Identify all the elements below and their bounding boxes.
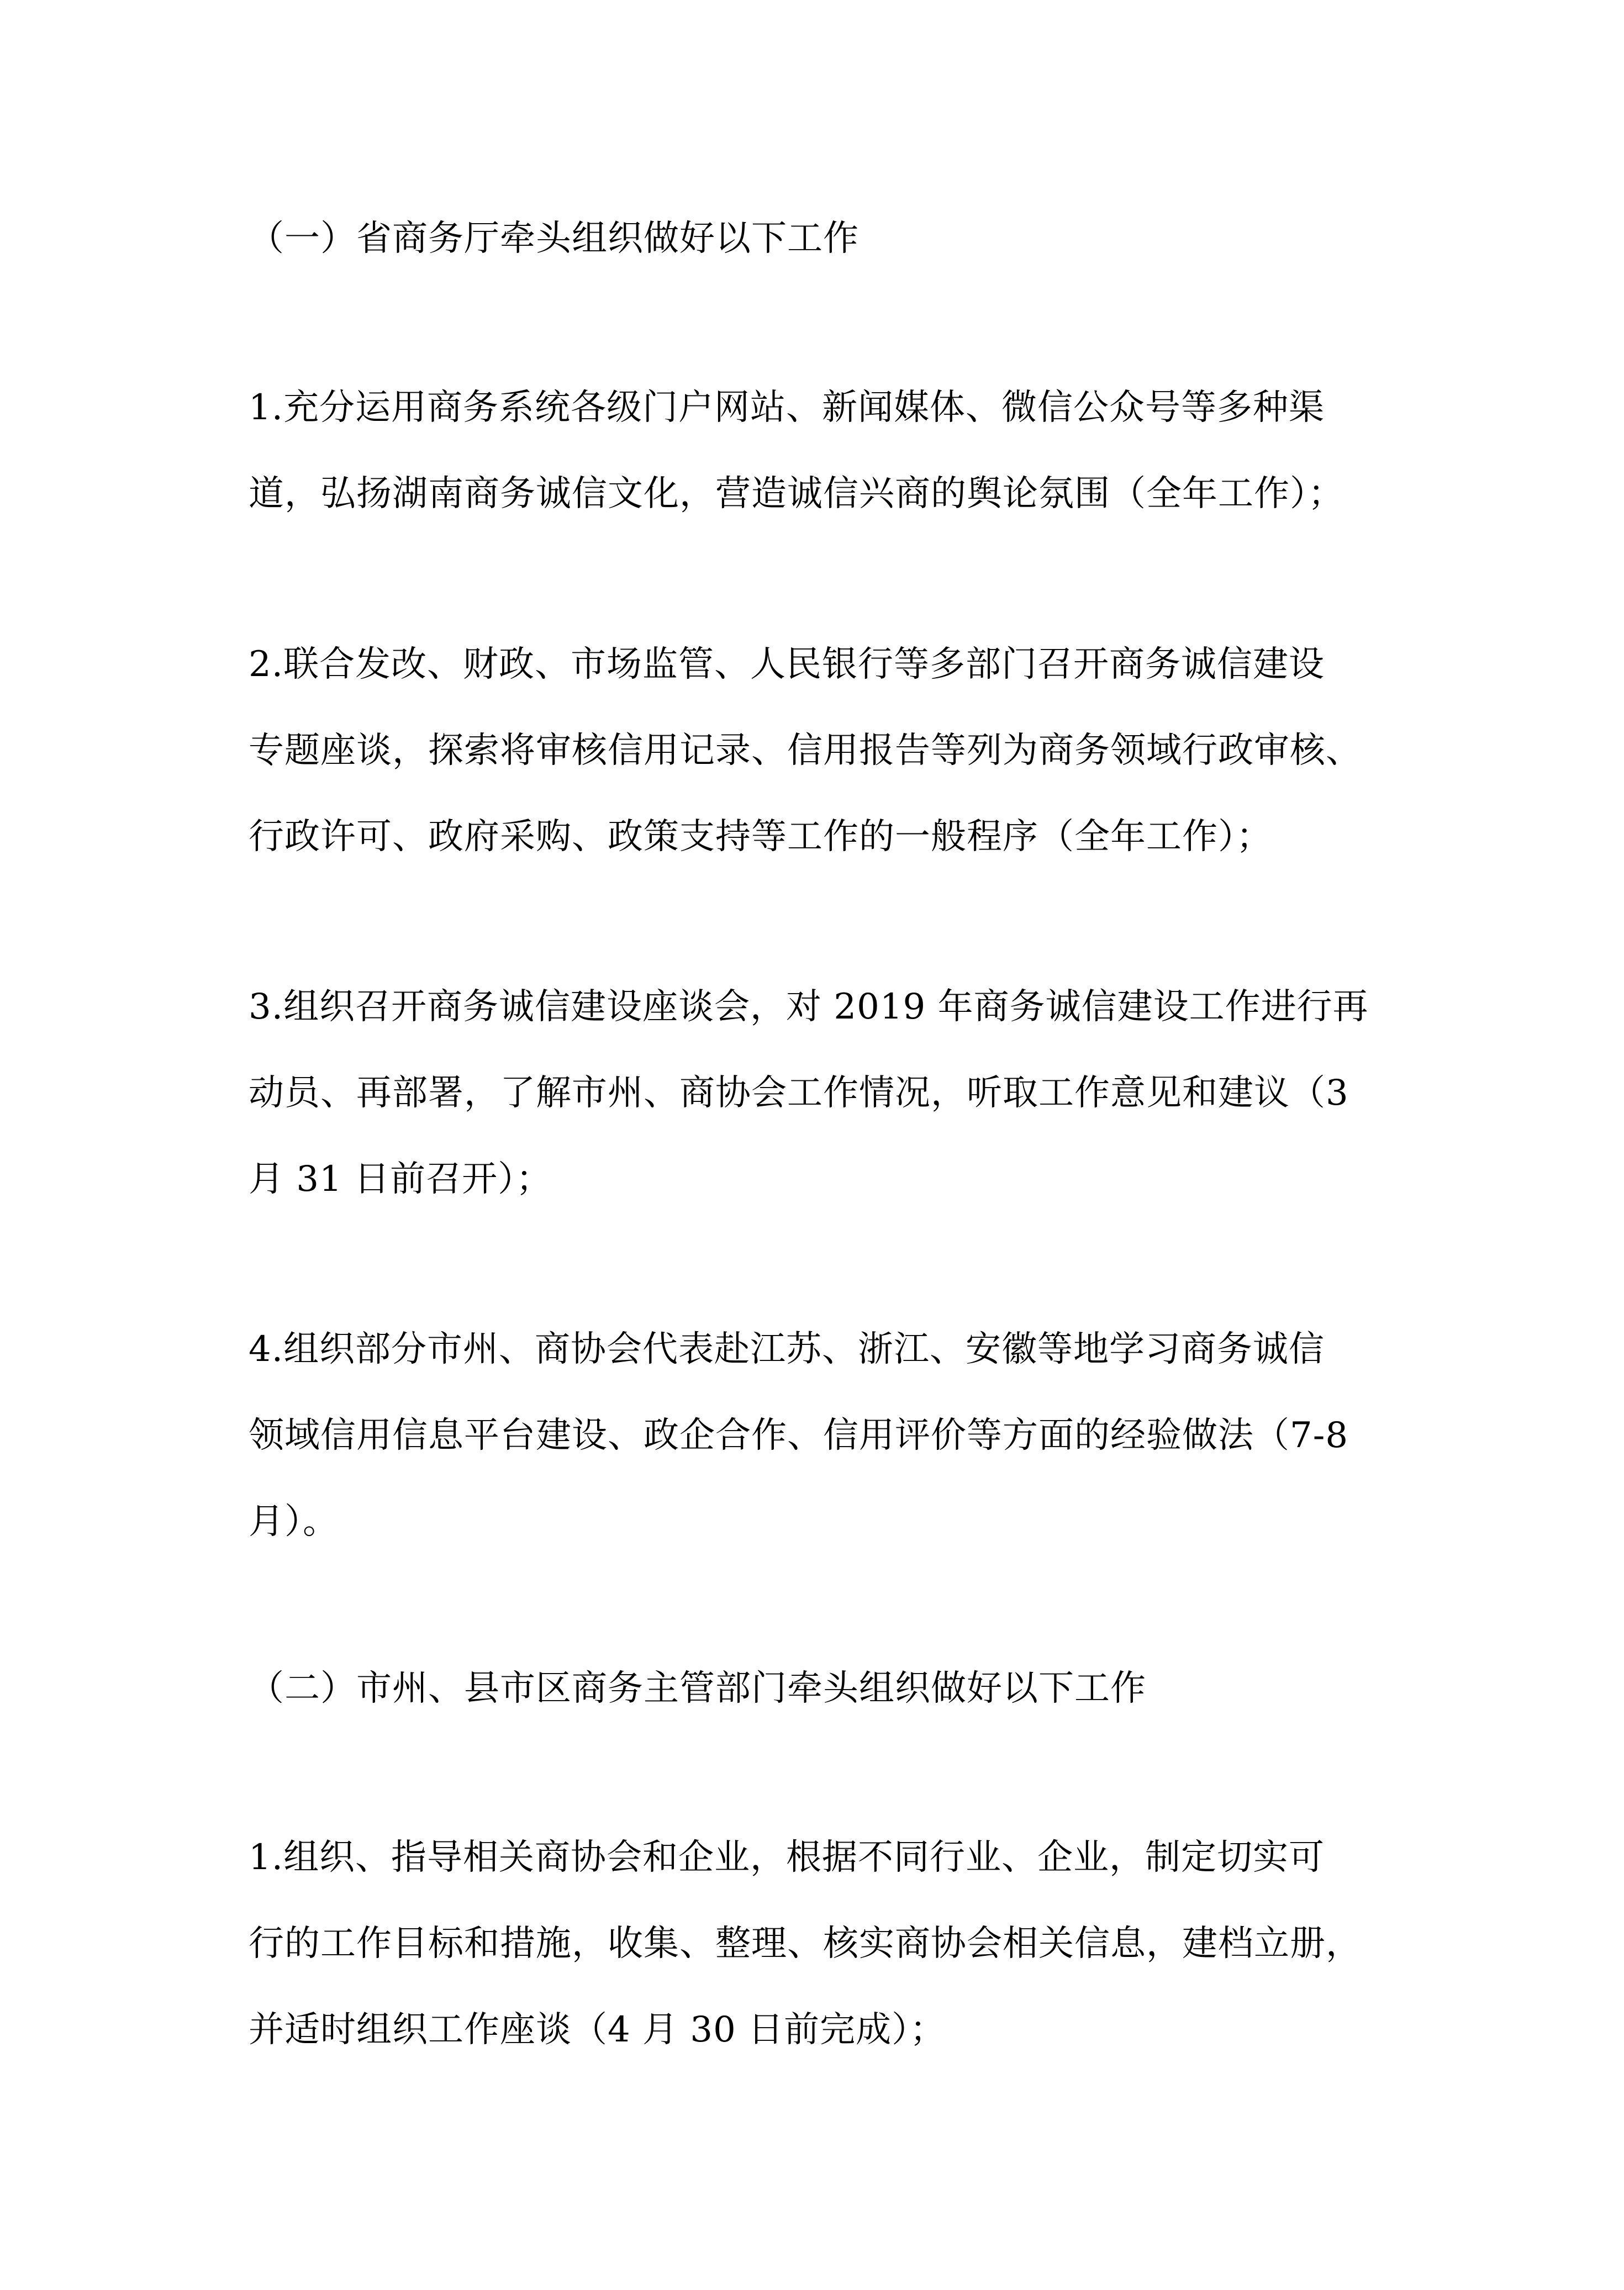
paragraph-line: 领域信用信息平台建设、政企合作、信用评价等方面的经验做法（7-8 <box>249 1415 1349 1456</box>
paragraph-1-4 <box>249 1306 1420 1565</box>
paragraph-line: 4.组织部分市州、商协会代表赴江苏、浙江、安徽等地学习商务诚信 <box>249 1329 1325 1370</box>
section-heading-2: （二）市州、县市区商务主管部门牵头组织做好以下工作 <box>249 1668 1146 1709</box>
paragraph-1-1 <box>249 365 1420 537</box>
paragraph-line: 1.组织、指导相关商协会和企业，根据不同行业、企业，制定切实可 <box>249 1837 1325 1878</box>
paragraph-line: 行的工作目标和措施，收集、整理、核实商协会相关信息，建档立册， <box>249 1923 1362 1964</box>
paragraph-line: 1.充分运用商务系统各级门户网站、新闻媒体、微信公众号等多种渠 <box>249 387 1325 428</box>
paragraph-line: 3.组织召开商务诚信建设座谈会，对 2019 年商务诚信建设工作进行再 <box>249 986 1369 1027</box>
paragraph-line: 动员、再部署，了解市州、商协会工作情况，听取工作意见和建议（3 <box>249 1073 1349 1114</box>
paragraph-1-2 <box>249 621 1420 880</box>
paragraph-line: 专题座谈，探索将审核信用记录、信用报告等列为商务领域行政审核、 <box>249 730 1362 771</box>
paragraph-line: 并适时组织工作座谈（4 月 30 日前完成）； <box>249 2009 946 2050</box>
paragraph-2-1 <box>249 1814 1420 2073</box>
section-heading-1: （一）省商务厅牵头组织做好以下工作 <box>249 218 859 259</box>
paragraph-line: 行政许可、政府采购、政策支持等工作的一般程序（全年工作）； <box>249 816 1272 857</box>
paragraph-1-3 <box>249 964 1420 1222</box>
paragraph-line: 月）。 <box>249 1501 339 1542</box>
paragraph-line: 月 31 日前召开）； <box>249 1159 552 1200</box>
paragraph-line: 2.联合发改、财政、市场监管、人民银行等多部门召开商务诚信建设 <box>249 644 1325 685</box>
paragraph-line: 道，弘扬湖南商务诚信文化，营造诚信兴商的舆论氛围（全年工作）； <box>249 473 1344 514</box>
